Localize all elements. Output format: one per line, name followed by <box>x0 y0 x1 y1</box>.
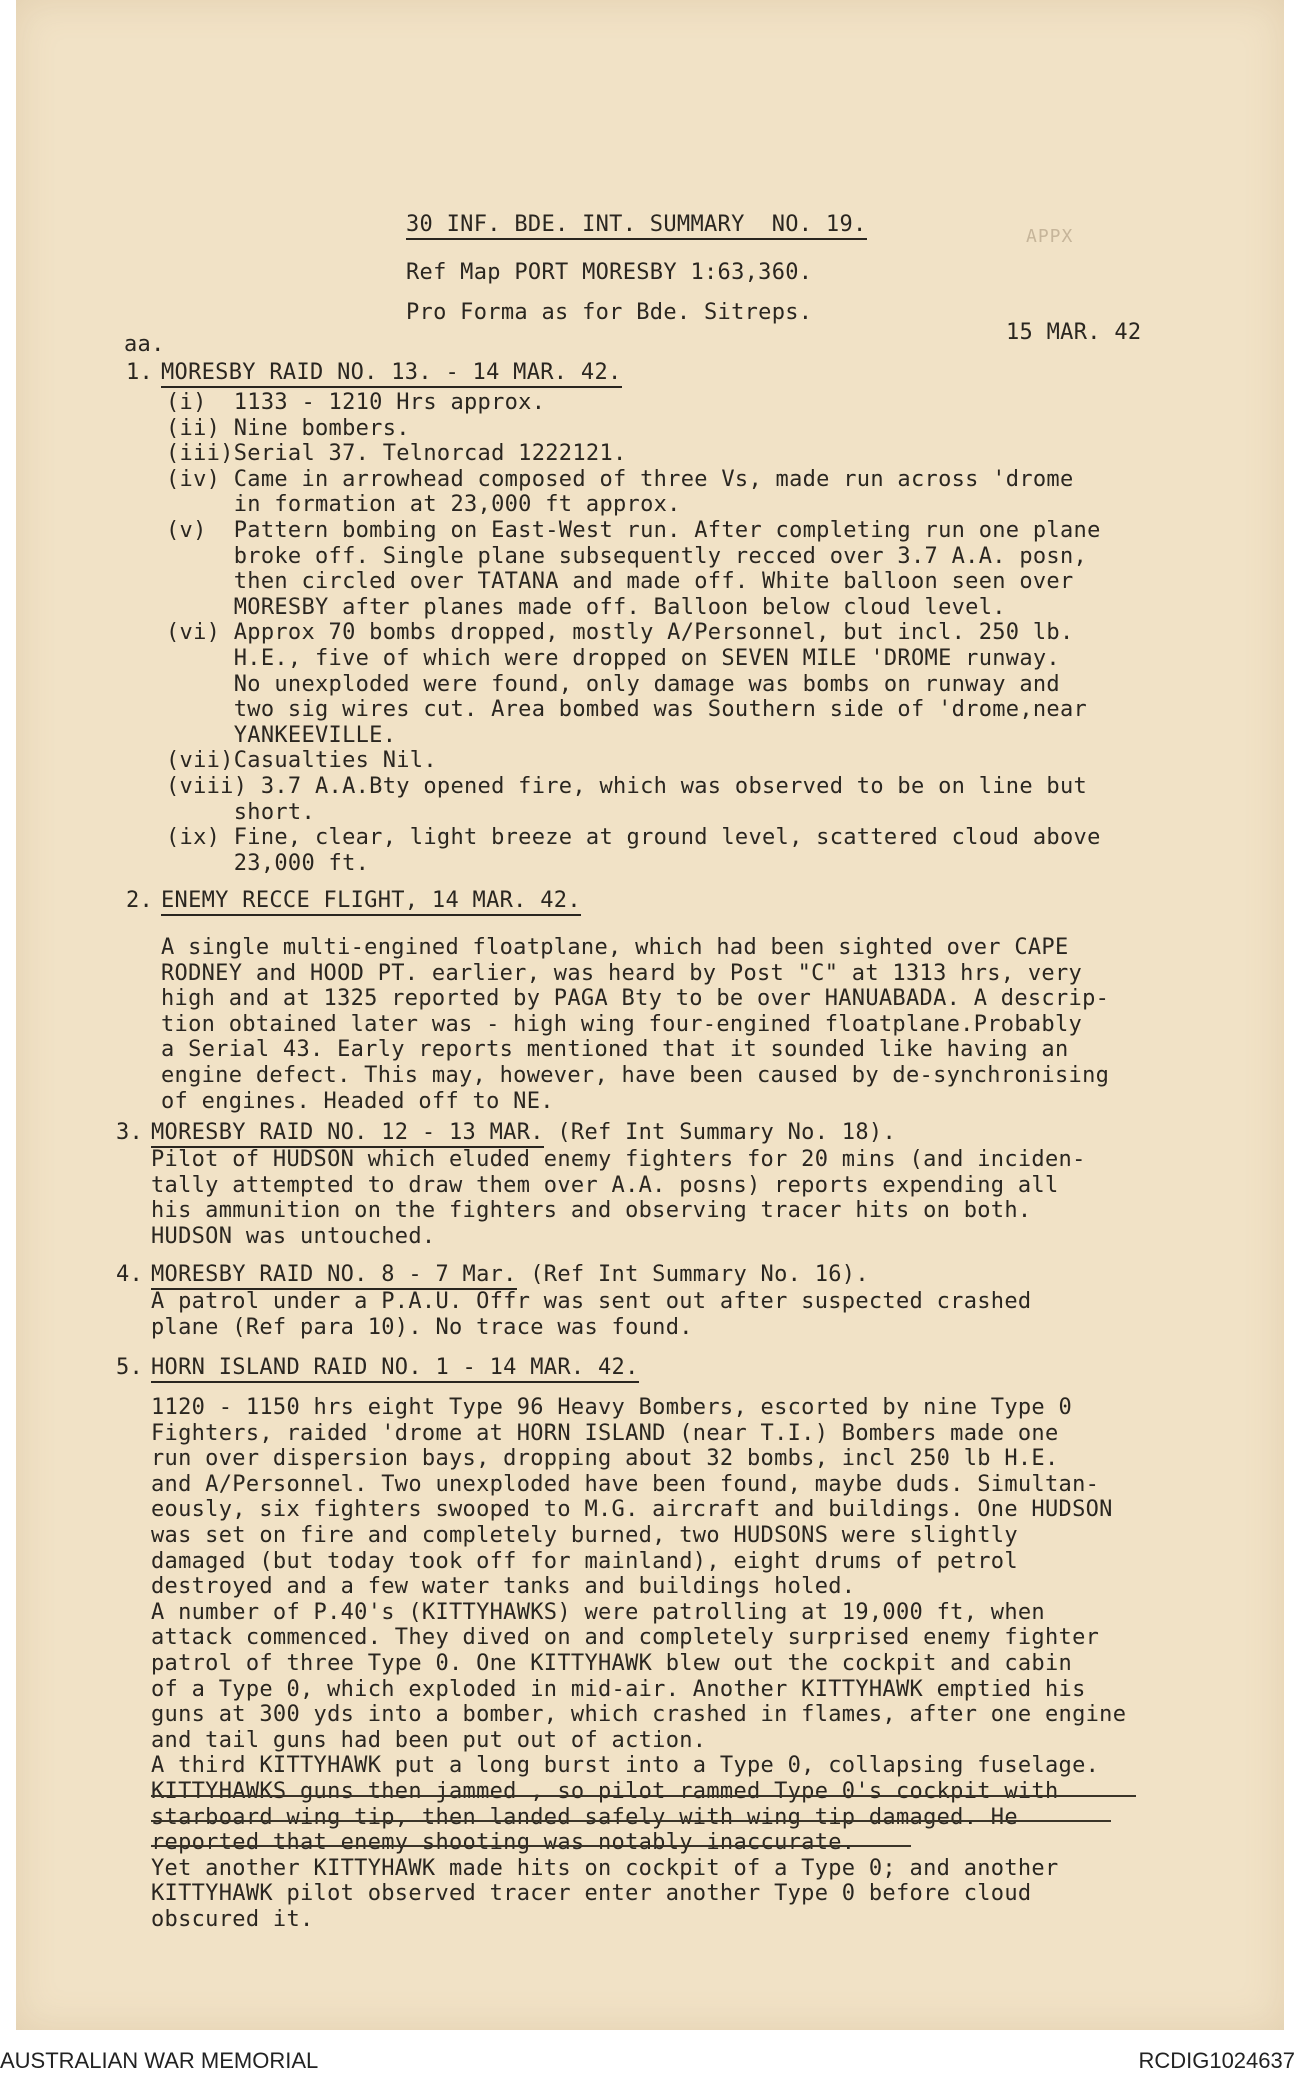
text-line: was set on fire and completely burned, two HUDSONS were slightly <box>151 1523 1018 1548</box>
text-line: guns at 300 yds into a bomber, which crashed in flames, after one engine <box>151 1702 1127 1728</box>
text-line: 1120 - 1150 hrs eight Type 96 Heavy Bombers, escorted by nine Type 0 <box>151 1395 1073 1420</box>
text-line: patrol of three Type 0. One KITTYHAWK blew out the cockpit and cabin <box>151 1651 1073 1676</box>
text-line: MORESBY after planes made off. Balloon below cloud level. <box>166 594 1006 620</box>
section-4-reference: (Ref Int Summary No. 16). <box>516 1262 869 1287</box>
ref-map: Ref Map PORT MORESBY 1:63,360. <box>406 260 813 285</box>
handwritten-underline <box>151 1795 1136 1797</box>
text-line: run over dispersion bays, dropping about 32 bombs, incl 250 lb H.E. <box>151 1446 1059 1472</box>
handwritten-mark: aa. <box>124 332 165 357</box>
text-line: Pilot of HUDSON which eluded enemy fighters for 20 mins (and inciden- <box>151 1147 1086 1172</box>
text-line: A single multi-engined floatplane, which had been sighted over CAPE <box>161 935 1069 960</box>
text-line: (v) Pattern bombing on East-West run. After completing run one plane <box>166 518 1101 543</box>
text-line: then circled over TATANA and made off. White balloon seen over <box>166 569 1074 595</box>
text-line: eously, six fighters swooped to M.G. aircraft and buildings. One HUDSON <box>151 1497 1113 1523</box>
section-5-number: 5. <box>116 1355 144 1380</box>
text-line: YANKEEVILLE. <box>166 722 397 748</box>
text-line: No unexploded were found, only damage was bombs on runway and <box>166 671 1060 697</box>
text-line: damaged (but today took off for mainland), eight drums of petrol <box>151 1548 1018 1574</box>
text-line: (vii)Casualties Nil. <box>166 748 437 774</box>
section-3-number: 3. <box>116 1120 144 1145</box>
section-1-heading: MORESBY RAID NO. 13. - 14 MAR. 42. <box>161 360 622 388</box>
text-line: in formation at 23,000 ft approx. <box>166 492 681 518</box>
text-line: a Serial 43. Early reports mentioned that it sounded like having an <box>161 1037 1069 1063</box>
text-line: and tail guns had been put out of action. <box>151 1727 707 1753</box>
text-line: of engines. Headed off to NE. <box>161 1088 554 1114</box>
handwritten-underline <box>151 1845 911 1847</box>
text-line: (ii) Nine bombers. <box>166 415 410 441</box>
section-4-header-line <box>151 1262 869 1287</box>
text-line: (i) 1133 - 1210 Hrs approx. <box>166 390 546 415</box>
section-3-reference: (Ref Int Summary No. 18). <box>543 1120 896 1145</box>
document-date: 15 MAR. 42 <box>1006 320 1142 345</box>
pro-forma: Pro Forma as for Bde. Sitreps. <box>406 300 813 325</box>
text-line: KITTYHAWKS guns then jammed , so pilot rammed Type 0's cockpit with <box>151 1779 1059 1804</box>
section-5-heading: HORN ISLAND RAID NO. 1 - 14 MAR. 42. <box>151 1355 639 1383</box>
text-line: Yet another KITTYHAWK made hits on cockpit of a Type 0; and another <box>151 1855 1059 1881</box>
text-line: obscured it. <box>151 1907 314 1932</box>
text-line: RODNEY and HOOD PT. earlier, was heard by Post "C" at 1313 hrs, very <box>161 960 1083 986</box>
section-2-number: 2. <box>126 888 154 913</box>
footer-id: RCDIG1024637 <box>1138 2048 1295 2073</box>
text-line: A number of P.40's (KITTYHAWKS) were patrolling at 19,000 ft, when <box>151 1599 1045 1625</box>
text-line: KITTYHAWK pilot observed tracer enter another Type 0 before cloud <box>151 1881 1032 1907</box>
section-2-heading: ENEMY RECCE FLIGHT, 14 MAR. 42. <box>161 888 581 916</box>
text-line: high and at 1325 reported by PAGA Bty to be over HANUABADA. A descrip- <box>161 986 1110 1012</box>
section-4-heading: MORESBY RAID NO. 8 - 7 Mar. <box>151 1262 517 1290</box>
text-line: 23,000 ft. <box>166 850 370 876</box>
text-line: starboard wing tip, then landed safely with wing tip damaged. He <box>151 1804 1018 1830</box>
text-line: two sig wires cut. Area bombed was Southern side of 'drome,near <box>166 697 1088 723</box>
footer-source: AUSTRALIAN WAR MEMORIAL <box>0 2048 319 2073</box>
text-line: (iii)Serial 37. Telnorcad 1222121. <box>166 441 627 467</box>
text-line: (vi) Approx 70 bombs dropped, mostly A/Personnel, but incl. 250 lb. <box>166 620 1074 646</box>
document-title: 30 INF. BDE. INT. SUMMARY NO. 19. <box>406 212 867 240</box>
text-line: (ix) Fine, clear, light breeze at ground level, scattered cloud above <box>166 825 1101 851</box>
text-line: A patrol under a P.A.U. Offr was sent out after suspected crashed <box>151 1289 1032 1314</box>
text-line: reported that enemy shooting was notably inaccurate. <box>151 1830 856 1856</box>
text-line: attack commenced. They dived on and completely surprised enemy fighter <box>151 1625 1100 1651</box>
text-line: (iv) Came in arrowhead composed of three Vs, made run across 'drome <box>166 466 1074 492</box>
appendix-stamp: APPX <box>1026 226 1074 247</box>
document-page <box>16 0 1284 2030</box>
section-3-heading: MORESBY RAID NO. 12 - 13 MAR. <box>151 1120 544 1148</box>
text-line: destroyed and a few water tanks and buildings holed. <box>151 1574 856 1600</box>
text-line: Fighters, raided 'drome at HORN ISLAND (near T.I.) Bombers made one <box>151 1420 1059 1446</box>
text-line: tally attempted to draw them over A.A. posns) reports expending all <box>151 1172 1059 1198</box>
section-1-number: 1. <box>126 360 154 385</box>
text-line: and A/Personnel. Two unexploded have been found, maybe duds. Simultan- <box>151 1471 1100 1497</box>
text-line: of a Type 0, which exploded in mid-air. Another KITTYHAWK emptied his <box>151 1676 1086 1702</box>
text-line: plane (Ref para 10). No trace was found. <box>151 1314 693 1340</box>
section-3-header-line <box>151 1120 896 1145</box>
text-line: H.E., five of which were dropped on SEVEN MILE 'DROME runway. <box>166 646 1060 671</box>
text-line: engine defect. This may, however, have been caused by de-synchronising <box>161 1063 1110 1088</box>
text-line: (viii) 3.7 A.A.Bty opened fire, which was observed to be on line but <box>166 774 1088 799</box>
text-line: HUDSON was untouched. <box>151 1223 436 1249</box>
text-line: broke off. Single plane subsequently recced over 3.7 A.A. posn, <box>166 543 1088 569</box>
handwritten-underline <box>151 1820 1111 1822</box>
text-line: A third KITTYHAWK put a long burst into a Type 0, collapsing fuselage. <box>151 1753 1100 1779</box>
text-line: short. <box>166 799 315 825</box>
text-line: his ammunition on the fighters and observing tracer hits on both. <box>151 1198 1032 1224</box>
section-4-number: 4. <box>116 1262 144 1287</box>
text-line: tion obtained later was - high wing four-engined floatplane.Probably <box>161 1011 1083 1037</box>
